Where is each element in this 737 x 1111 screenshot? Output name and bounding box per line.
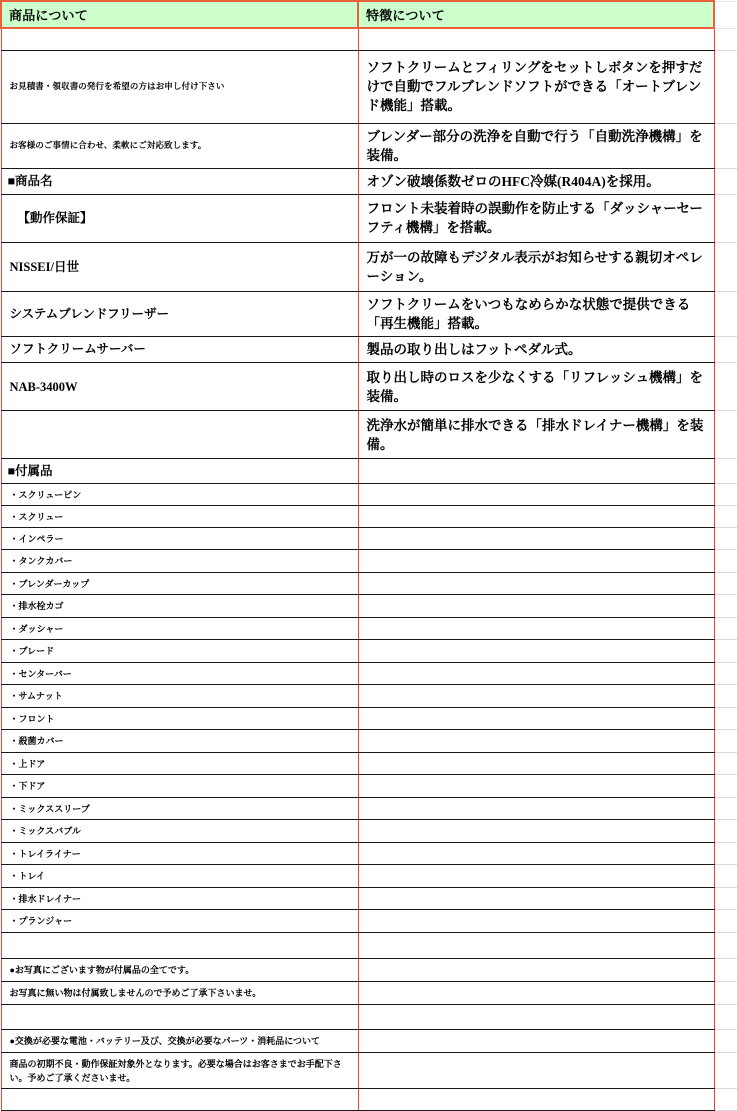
cell-right-acc-15[interactable] xyxy=(358,798,714,820)
cell-left-acc-15[interactable] xyxy=(1,798,358,820)
cell-left-acc-20[interactable] xyxy=(1,910,358,933)
cell-left-row-accessories-heading[interactable] xyxy=(1,459,358,484)
table-row xyxy=(1,640,737,663)
cell-right-acc-7[interactable] xyxy=(358,618,714,640)
cell-right-acc-1[interactable] xyxy=(358,484,714,506)
cell-left-acc-1[interactable] xyxy=(1,484,358,506)
cell-tail-row-accessories-heading[interactable] xyxy=(714,459,737,484)
cell-right-row-note-battery-body[interactable] xyxy=(358,1053,714,1089)
cell-left-text: ・フロント xyxy=(9,713,55,724)
cell-left-text xyxy=(2,432,358,438)
cell-tail-row-blank-3[interactable] xyxy=(714,933,737,959)
cell-left-text xyxy=(2,943,358,949)
cell-right-row-blank-1[interactable] xyxy=(358,28,714,50)
cell-right-acc-20[interactable] xyxy=(358,910,714,933)
cell-right-text xyxy=(359,967,714,973)
cell-left-text: ・排水ドレイナー xyxy=(9,893,82,904)
cell-left-row-blank-1[interactable] xyxy=(1,28,358,50)
table-row xyxy=(1,820,737,843)
cell-right-text: ソフトクリームとフィリングをセットしボタンを押すだけで自動でフルブレンドソフトができる「オートブレンド機能」搭載。 xyxy=(366,59,703,114)
cell-right-row-category[interactable] xyxy=(358,291,714,336)
table-row xyxy=(1,595,737,618)
cell-left-acc-9[interactable] xyxy=(1,663,358,685)
cell-right-text xyxy=(359,1014,714,1020)
table-header-row xyxy=(1,1,737,28)
cell-right-acc-2[interactable] xyxy=(358,506,714,528)
cell-left-text xyxy=(2,1097,358,1103)
cell-left-text: ・トレイライナー xyxy=(9,848,81,859)
table-row xyxy=(1,573,737,595)
cell-right-text xyxy=(359,1068,714,1074)
cell-right-acc-5[interactable] xyxy=(358,573,714,595)
cell-tail-row-brand[interactable] xyxy=(714,242,737,291)
cell-left-acc-5[interactable] xyxy=(1,573,358,595)
table-row xyxy=(1,528,737,550)
cell-left-text: NISSEI/日世 xyxy=(9,259,79,274)
cell-left-text: ・サムナット xyxy=(9,691,63,702)
cell-right-acc-12[interactable] xyxy=(358,730,714,753)
cell-right-text xyxy=(359,468,714,474)
table-row xyxy=(1,982,737,1005)
table-row xyxy=(1,242,737,291)
cell-right-text xyxy=(359,36,714,42)
cell-left-text: ・上ドア xyxy=(9,758,46,769)
cell-right-text: 取り出し時のロスを少なくする「リフレッシュ機構」を装備。 xyxy=(366,369,704,404)
cell-right-acc-18[interactable] xyxy=(358,865,714,888)
header-label-product: 商品について xyxy=(9,8,88,23)
cell-left-text: ・インペラー xyxy=(9,533,64,544)
cell-left-text: お客様のご事情に合わせ、柔軟にご対応致します。 xyxy=(9,140,207,151)
cell-tail-acc-17[interactable] xyxy=(714,843,737,865)
cell-right-text xyxy=(359,783,714,789)
table-row xyxy=(1,865,737,888)
cell-right-text: 洗浄水が簡単に排水できる「排水ドレイナー機構」を装備。 xyxy=(366,417,704,452)
cell-right-text: オゾン破壊係数ゼロのHFC冷媒(R404A)を採用。 xyxy=(366,173,660,189)
cell-left-text xyxy=(2,36,358,42)
table-row xyxy=(1,1089,737,1111)
cell-right-text xyxy=(359,581,714,587)
cell-right-text: 製品の取り出しはフットペダル式。 xyxy=(366,342,582,358)
cell-left-row-brand[interactable] xyxy=(1,242,358,291)
cell-tail-acc-19[interactable] xyxy=(714,888,737,910)
cell-right-text xyxy=(359,896,714,902)
cell-left-acc-13[interactable] xyxy=(1,753,358,775)
cell-right-acc-6[interactable] xyxy=(358,595,714,618)
cell-left-row-model[interactable] xyxy=(1,363,358,411)
cell-left-text: ・ミックススリーブ xyxy=(9,803,90,814)
cell-right-acc-14[interactable] xyxy=(358,775,714,798)
table-row xyxy=(1,1053,737,1089)
cell-tail-row-model[interactable] xyxy=(714,363,737,411)
cell-left-acc-7[interactable] xyxy=(1,618,358,640)
cell-right-text xyxy=(359,761,714,767)
cell-right-text xyxy=(359,990,714,996)
cell-right-row-blank-5[interactable] xyxy=(358,1089,714,1111)
cell-left-acc-18[interactable] xyxy=(1,865,358,888)
cell-left-acc-8[interactable] xyxy=(1,640,358,663)
cell-left-text: ・ダッシャー xyxy=(9,623,64,634)
cell-left-text: ・スクリュービン xyxy=(9,489,82,500)
cell-right-row-note-photo-all[interactable] xyxy=(358,959,714,982)
cell-right-acc-3[interactable] xyxy=(358,528,714,550)
cell-right-acc-9[interactable] xyxy=(358,663,714,685)
cell-right-text: ブレンダー部分の洗浄を自動で行う「自動洗浄機構」を装備。 xyxy=(366,128,703,163)
cell-left-text: ●交換が必要な電池・バッテリー及び、交換が必要なパーツ・消耗品について xyxy=(9,1036,321,1047)
cell-right-row-blank-4[interactable] xyxy=(358,1005,714,1030)
table-row xyxy=(1,798,737,820)
cell-tail-row-category[interactable] xyxy=(714,291,737,336)
cell-right-row-note-photo-none[interactable] xyxy=(358,982,714,1005)
cell-right-row-blank-2[interactable] xyxy=(358,411,714,459)
cell-left-row-blank-3[interactable] xyxy=(1,933,358,959)
cell-left-acc-4[interactable] xyxy=(1,550,358,573)
cell-tail-row-blank-5[interactable] xyxy=(714,1089,737,1111)
cell-right-row-blank-3[interactable] xyxy=(358,933,714,959)
cell-right-text xyxy=(359,693,714,699)
cell-left-row-product-name-heading[interactable] xyxy=(1,168,358,194)
cell-right-row-product-name-heading[interactable] xyxy=(358,168,714,194)
cell-tail-acc-13[interactable] xyxy=(714,753,737,775)
cell-left-text: ■商品名 xyxy=(7,174,53,189)
cell-tail-acc-11[interactable] xyxy=(714,708,737,730)
cell-tail-row-note-photo-none[interactable] xyxy=(714,982,737,1005)
cell-tail-acc-2[interactable] xyxy=(714,506,737,528)
cell-right-text xyxy=(359,873,714,879)
table-row xyxy=(1,194,737,242)
table-row xyxy=(1,910,737,933)
cell-left-row-blank-5[interactable] xyxy=(1,1089,358,1111)
table-row xyxy=(1,506,737,528)
cell-left-row-blank-4[interactable] xyxy=(1,1005,358,1030)
cell-left-text: ソフトクリームサーバー xyxy=(9,342,146,357)
cell-tail-row-quote-request[interactable] xyxy=(714,50,737,123)
cell-right-text xyxy=(359,851,714,857)
cell-tail-acc-8[interactable] xyxy=(714,640,737,663)
cell-right-text xyxy=(359,558,714,564)
cell-right-acc-17[interactable] xyxy=(358,843,714,865)
cell-tail-acc-20[interactable] xyxy=(714,910,737,933)
cell-tail-acc-9[interactable] xyxy=(714,663,737,685)
cell-left-text: ・殺菌カバー xyxy=(9,736,64,747)
table-row xyxy=(1,459,737,484)
cell-left-row-note-battery-body[interactable] xyxy=(1,1053,358,1089)
header-cell-tail xyxy=(714,1,737,28)
cell-tail-acc-6[interactable] xyxy=(714,595,737,618)
cell-right-text xyxy=(359,806,714,812)
cell-left-acc-10[interactable] xyxy=(1,685,358,708)
cell-left-text: お写真に無い物は付属致しませんので予めご了承下さいませ。 xyxy=(9,988,262,999)
cell-left-row-note-photo-all[interactable] xyxy=(1,959,358,982)
cell-left-text: 【動作保証】 xyxy=(17,211,93,226)
cell-tail-acc-12[interactable] xyxy=(714,730,737,753)
table-row xyxy=(1,1005,737,1030)
table-row xyxy=(1,618,737,640)
cell-tail-acc-1[interactable] xyxy=(714,484,737,506)
cell-tail-acc-5[interactable] xyxy=(714,573,737,595)
cell-right-text xyxy=(359,626,714,632)
table-row xyxy=(1,50,737,123)
cell-right-text xyxy=(359,492,714,498)
table-row xyxy=(1,123,737,168)
spec-table-body xyxy=(1,1,737,1111)
cell-tail-row-note-battery-heading[interactable] xyxy=(714,1030,737,1053)
cell-left-row-type[interactable] xyxy=(1,337,358,363)
cell-tail-row-flexible-response[interactable] xyxy=(714,123,737,168)
cell-right-row-brand[interactable] xyxy=(358,242,714,291)
cell-tail-row-product-name-heading[interactable] xyxy=(714,168,737,194)
table-row xyxy=(1,337,737,363)
cell-tail-row-blank-2[interactable] xyxy=(714,411,737,459)
cell-tail-acc-14[interactable] xyxy=(714,775,737,798)
header-cell-right xyxy=(358,1,714,28)
cell-right-text xyxy=(359,828,714,834)
cell-tail-row-blank-4[interactable] xyxy=(714,1005,737,1030)
table-row xyxy=(1,753,737,775)
cell-tail-row-note-photo-all[interactable] xyxy=(714,959,737,982)
cell-tail-acc-7[interactable] xyxy=(714,618,737,640)
cell-left-row-category[interactable] xyxy=(1,291,358,336)
cell-right-text xyxy=(359,1097,714,1103)
table-row xyxy=(1,959,737,982)
cell-left-acc-11[interactable] xyxy=(1,708,358,730)
cell-tail-acc-10[interactable] xyxy=(714,685,737,708)
cell-right-row-flexible-response[interactable] xyxy=(358,123,714,168)
cell-left-acc-6[interactable] xyxy=(1,595,358,618)
cell-right-row-note-battery-heading[interactable] xyxy=(358,1030,714,1053)
cell-right-text xyxy=(359,738,714,744)
cell-right-acc-10[interactable] xyxy=(358,685,714,708)
table-row xyxy=(1,708,737,730)
cell-left-text: ・タンクカバー xyxy=(9,556,73,567)
cell-tail-acc-3[interactable] xyxy=(714,528,737,550)
cell-left-text: ・センターバー xyxy=(9,668,72,679)
table-row xyxy=(1,1030,737,1053)
cell-left-acc-2[interactable] xyxy=(1,506,358,528)
table-row xyxy=(1,685,737,708)
table-row xyxy=(1,843,737,865)
table-row xyxy=(1,730,737,753)
cell-left-text: お見積書・領収書の発行を希望の方はお申し付け下さい xyxy=(9,80,225,91)
cell-left-text: ・下ドア xyxy=(9,781,46,792)
cell-left-text: 商品の初期不良・動作保証対象外となります。必要な場合はお客さまでお手配下さい。予めご了承くださいませ。 xyxy=(9,1058,342,1083)
table-row xyxy=(1,363,737,411)
table-row xyxy=(1,168,737,194)
cell-tail-row-type[interactable] xyxy=(714,337,737,363)
cell-left-row-note-photo-none[interactable] xyxy=(1,982,358,1005)
cell-left-text: NAB-3400W xyxy=(9,379,78,394)
table-row xyxy=(1,411,737,459)
cell-right-text xyxy=(359,1038,714,1044)
cell-right-text xyxy=(359,918,714,924)
cell-right-text xyxy=(359,648,714,654)
cell-tail-row-blank-1[interactable] xyxy=(714,28,737,50)
cell-left-text: ・ブレンダーカップ xyxy=(9,578,90,589)
cell-right-acc-11[interactable] xyxy=(358,708,714,730)
cell-left-text: ・ブレード xyxy=(9,646,55,657)
cell-right-text: ソフトクリームをいつもなめらかな状態で提供できる「再生機能」搭載。 xyxy=(366,296,691,332)
cell-right-acc-8[interactable] xyxy=(358,640,714,663)
table-row xyxy=(1,888,737,910)
cell-tail-acc-4[interactable] xyxy=(714,550,737,573)
cell-right-row-type[interactable] xyxy=(358,337,714,363)
cell-tail-acc-15[interactable] xyxy=(714,798,737,820)
cell-right-text: 万が一の故障もデジタル表示がお知らせする親切オペレーション。 xyxy=(366,249,703,284)
cell-left-text: ・スクリュー xyxy=(9,511,64,522)
table-row xyxy=(1,291,737,336)
table-row xyxy=(1,28,737,50)
cell-left-text xyxy=(2,1014,358,1020)
table-row xyxy=(1,550,737,573)
cell-left-acc-14[interactable] xyxy=(1,775,358,798)
cell-tail-acc-16[interactable] xyxy=(714,820,737,843)
table-row xyxy=(1,933,737,959)
cell-left-acc-3[interactable] xyxy=(1,528,358,550)
table-row xyxy=(1,484,737,506)
cell-tail-acc-18[interactable] xyxy=(714,865,737,888)
cell-right-row-quote-request[interactable] xyxy=(358,50,714,123)
cell-tail-row-note-battery-body[interactable] xyxy=(714,1053,737,1089)
cell-right-acc-13[interactable] xyxy=(358,753,714,775)
cell-right-text xyxy=(359,514,714,520)
cell-left-row-quote-request[interactable] xyxy=(1,50,358,123)
cell-right-text xyxy=(359,603,714,609)
cell-right-row-accessories-heading[interactable] xyxy=(358,459,714,484)
table-row xyxy=(1,775,737,798)
cell-left-row-note-battery-heading[interactable] xyxy=(1,1030,358,1053)
cell-right-text xyxy=(359,716,714,722)
cell-left-acc-17[interactable] xyxy=(1,843,358,865)
header-cell-left xyxy=(1,1,358,28)
cell-left-row-flexible-response[interactable] xyxy=(1,123,358,168)
table-row xyxy=(1,663,737,685)
cell-left-text: ・トレイ xyxy=(9,871,46,882)
cell-tail-row-operation-warranty[interactable] xyxy=(714,194,737,242)
cell-right-text xyxy=(359,943,714,949)
cell-left-text: ・ミックスバブル xyxy=(9,826,81,837)
cell-left-row-blank-2[interactable] xyxy=(1,411,358,459)
cell-right-row-model[interactable] xyxy=(358,363,714,411)
cell-right-text: フロント未装着時の誤動作を防止する「ダッシャーセーフティ機構」を搭載。 xyxy=(366,201,703,236)
cell-right-text xyxy=(359,671,714,677)
cell-right-acc-19[interactable] xyxy=(358,888,714,910)
header-label-features: 特徴について xyxy=(366,8,445,23)
cell-right-acc-4[interactable] xyxy=(358,550,714,573)
cell-left-acc-16[interactable] xyxy=(1,820,358,843)
cell-left-acc-12[interactable] xyxy=(1,730,358,753)
cell-right-text xyxy=(359,536,714,542)
cell-right-row-operation-warranty[interactable] xyxy=(358,194,714,242)
cell-right-acc-16[interactable] xyxy=(358,820,714,843)
cell-left-text: ■付属品 xyxy=(7,464,53,479)
cell-left-text: システムブレンドフリーザー xyxy=(9,306,170,321)
cell-left-row-operation-warranty[interactable] xyxy=(1,194,358,242)
cell-left-text: ●お写真にございます物が付属品の全てです。 xyxy=(9,965,195,976)
cell-left-text: ・プランジャー xyxy=(9,916,73,927)
cell-left-text: ・排水栓カゴ xyxy=(9,601,64,612)
cell-left-acc-19[interactable] xyxy=(1,888,358,910)
